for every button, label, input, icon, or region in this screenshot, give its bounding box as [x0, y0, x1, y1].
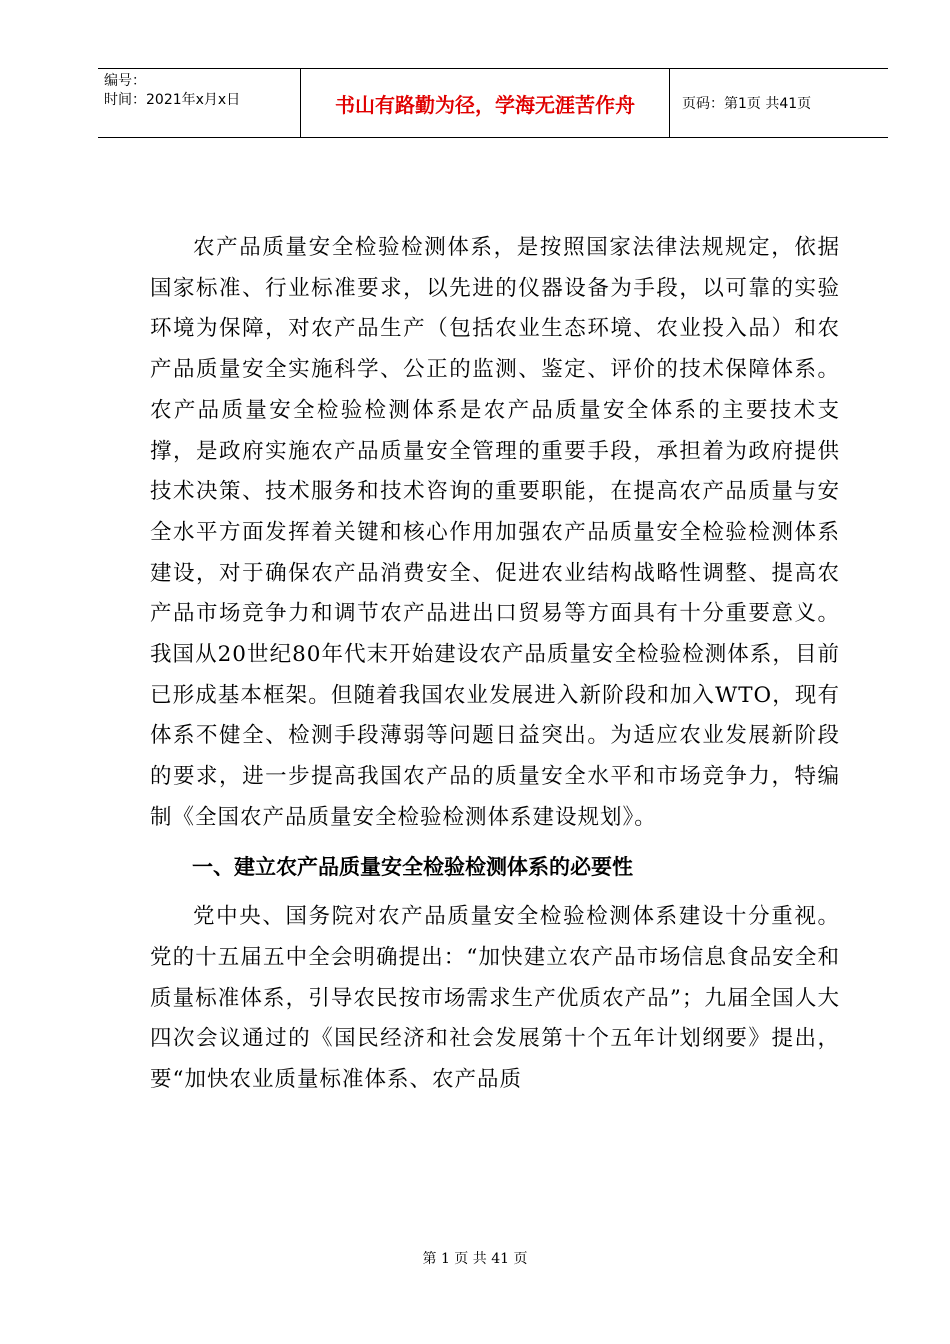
header-page-label: 页码：第1页 共41页: [682, 96, 812, 112]
time-label: 时间：2021年x月x日: [104, 92, 241, 108]
document-body: [150, 228, 840, 1101]
paragraph-2: 党中央、国务院对农产品质量安全检验检测体系建设十分重视。党的十五届五中全会明确提出：“加快建立农产品市场信息食品安全和质量标准体系，引导农民按市场需求生产优质农产品”；九届全国人大四次会议通过的《国民经济和社会发展第十个五年计划纲要》提出，要“加快农业质量标准体系、农产品质: [150, 904, 840, 1093]
paragraph-1: 农产品质量安全检验检测体系，是按照国家法律法规规定，依据国家标准、行业标准要求，以先进的仪器设备为手段，以可靠的实验环境为保障，对农产品生产（包括农业生态环境、农业投入品）和农产品质量安全实施科学、公正的监测、鉴定、评价的技术保障体系。农产品质量安全检验检测体系是农产品质量安全体系的主要技术支撑，是政府实施农产品质量安全管理的重要手段，承担着为政府提供技术决策、技术服务和技术咨询的重要职能，在提高农产品质量与安全水平方面发挥着关键和核心作用加强农产品质量安全检验检测体系建设，对于确保农产品消费安全、促进农业结构战略性调整、提高农产品市场竞争力和调节农产品进出口贸易等方面具有十分重要意义。我国从20世纪80年代末开始建设农产品质量安全检验检测体系，目前已形成基本框架。但随着我国农业发展进入新阶段和加入WTO，现有体系不健全、检测手段薄弱等问题日益突出。为适应农业发展新阶段的要求，进一步提高我国农产品的质量安全水平和市场竞争力，特编制《全国农产品质量安全检验检测体系建设规划》。: [150, 235, 840, 830]
section-heading-1: 一、建立农产品质量安全检验检测体系的必要性: [192, 854, 633, 879]
page-header: [98, 68, 888, 138]
header-motto: 书山有路勤为径，学海无涯苦作舟: [300, 69, 670, 137]
code-label: 编号：: [104, 73, 146, 89]
header-meta: [98, 69, 300, 137]
page-footer: 第 1 页 共 41 页: [422, 1251, 528, 1267]
